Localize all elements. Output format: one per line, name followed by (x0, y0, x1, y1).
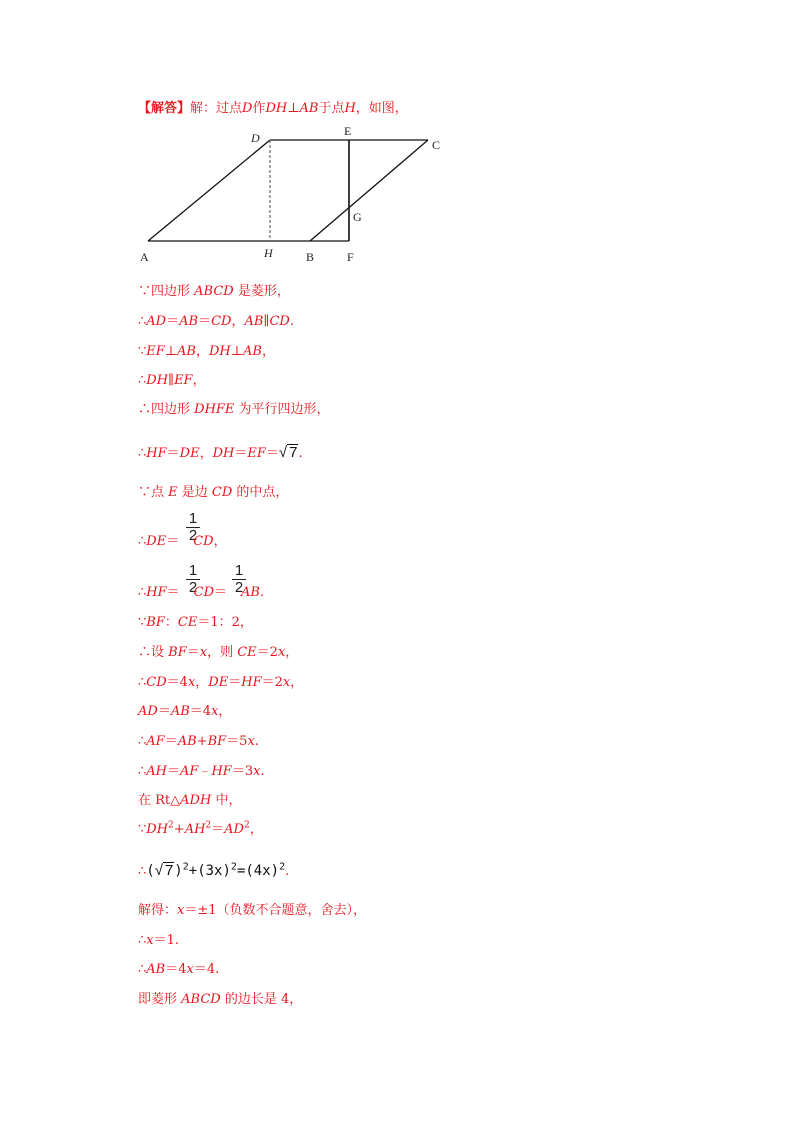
line-22: 即菱形 ABCD 的边长是 4， (138, 992, 303, 1007)
line-2: ∴AD＝AB＝CD，AB∥CD. (138, 314, 294, 329)
fraction-half-1: 1 2 (186, 512, 200, 543)
label-c: C (432, 138, 441, 152)
line-12: ∴CD＝4x，DE＝HF＝2x， (138, 675, 304, 690)
fraction-half-3: 1 2 (232, 564, 246, 595)
answer-header: 【解答】解：过点D作DH⊥AB于点H，如图， (138, 101, 408, 116)
line-5: ∴四边形 DHFE 为平行四边形， (138, 402, 330, 417)
line-6: ∴HF＝DE，DH＝EF＝√ 7. (138, 444, 303, 461)
label-e: E (344, 126, 352, 138)
label-f: F (347, 250, 354, 264)
line-8: ∴DE＝ CD， (138, 534, 227, 549)
geometry-figure (136, 126, 456, 268)
line-21: ∴AB＝4x＝4. (138, 962, 220, 977)
line-3: ∵EF⊥AB，DH⊥AB， (138, 344, 275, 359)
sqrt-seven-eq: √ 7 (154, 862, 174, 879)
line-4: ∴DH∥EF， (138, 373, 206, 388)
line-16: 在 Rt△ADH 中， (138, 793, 242, 808)
edge-cb (310, 140, 428, 241)
answer-tag: 【解答】 (138, 101, 191, 116)
line-7: ∵点 E 是边 CD 的中点， (138, 485, 289, 500)
line-14: ∴AF＝AB+BF＝5x. (138, 734, 259, 749)
line-19: 解得：x＝±1（负数不合题意，舍去）， (138, 903, 367, 918)
line-17: $\because DH^2+AH^2=AD^2$， (138, 820, 263, 837)
label-b: B (306, 250, 315, 264)
line-18-equation: ∴(√ $7)^2+(3x)^2=(4x)^2$. (138, 861, 290, 879)
line-11: ∴设 BF＝x，则 CE＝2x， (138, 645, 299, 660)
label-h: H (264, 246, 273, 260)
label-d: D (251, 131, 260, 145)
edge-ad (148, 140, 270, 241)
line-20: ∴x＝1. (138, 933, 180, 948)
sqrt-seven: √ 7 (278, 444, 298, 461)
label-g: G (353, 210, 362, 224)
label-a: A (140, 250, 149, 264)
line-10: ∵BF：CE＝1：2， (138, 615, 253, 630)
line-1: ∵四边形 ABCD 是菱形， (138, 284, 290, 299)
line-15: ∴AH＝AF﹣HF＝3x. (138, 764, 265, 779)
line-13: AD＝AB＝4x， (138, 704, 232, 719)
fraction-half-2: 1 2 (186, 564, 200, 595)
line-9: ∴HF＝ CD＝ AB. (138, 585, 265, 600)
